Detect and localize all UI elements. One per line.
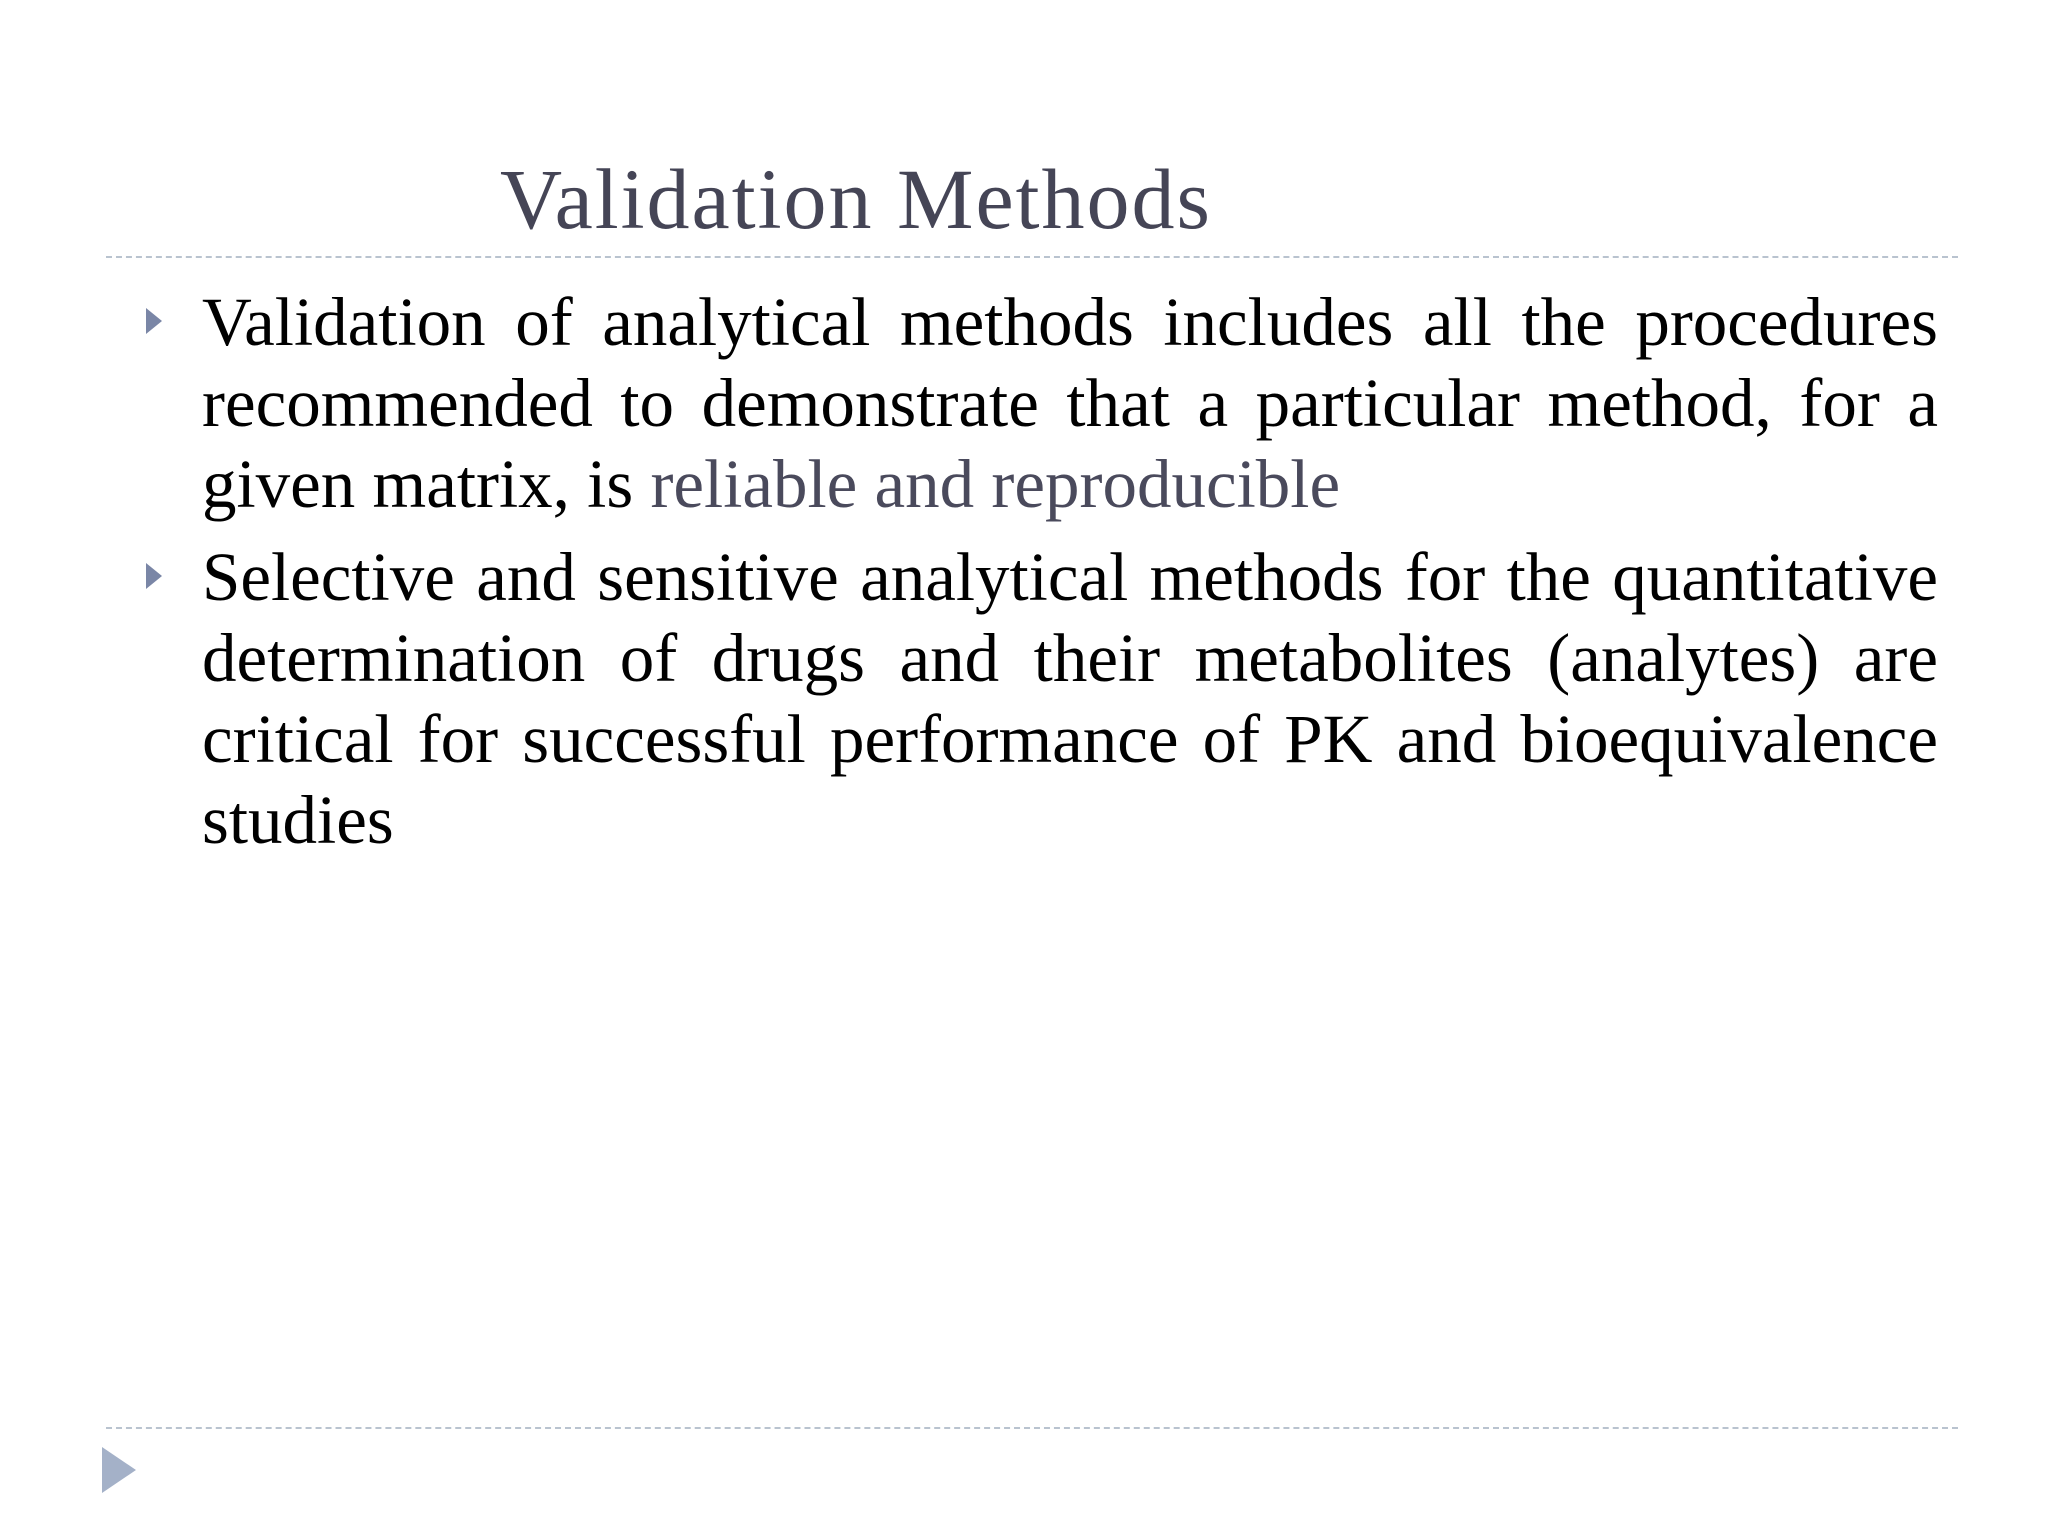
- bullet-list: [140, 282, 1938, 873]
- bullet-text-lead: Validation of analytical methods includes all the procedures recommended to demonstrate that a particular method, for a given matrix, is: [202, 284, 1938, 522]
- bullet-text: Selective and sensitive analytical methods for the quantitative determination of drugs and their metabolites (analytes) are critical for successful performance of PK and bioequivalence studies: [202, 539, 1938, 858]
- bullet-item-validation: [140, 282, 1938, 525]
- bullet-item-analytical-methods: [140, 537, 1938, 861]
- footer-divider: [106, 1427, 1958, 1429]
- title-divider: [106, 256, 1958, 258]
- triangle-right-icon: [140, 537, 202, 617]
- slide-title: Validation Methods: [500, 151, 1212, 247]
- emphasis-text: reliable and reproducible: [650, 446, 1341, 522]
- bullet-triangle-shape: [146, 563, 162, 589]
- bullet-triangle-shape: [146, 308, 162, 334]
- triangle-right-icon: [102, 1447, 136, 1493]
- triangle-right-icon: [140, 282, 202, 362]
- bullet-text: [202, 282, 1938, 525]
